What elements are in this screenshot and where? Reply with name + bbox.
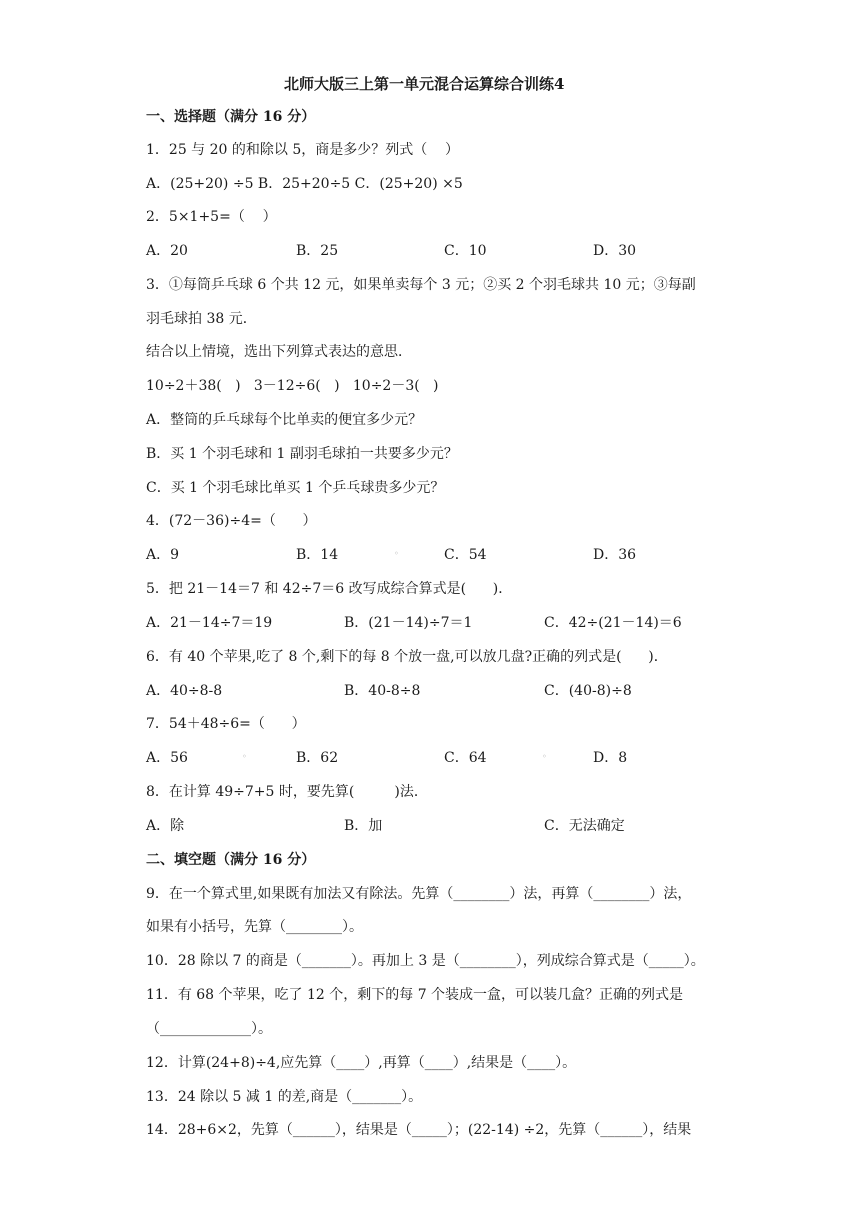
question-1-options: A．(25+20) ÷5 B．25+20÷5 C．(25+20) ×5 <box>146 176 463 192</box>
stray-mark: ◦ <box>542 752 547 761</box>
question-3-line-3: 结合以上情境，选出下列算式表达的意思． <box>146 344 412 360</box>
question-4-option-a: A．9 <box>146 547 180 563</box>
question-5-option-c: C．42÷(21－14)＝6 <box>544 615 682 631</box>
question-7-option-b: B．62 <box>296 750 339 766</box>
question-2: 2．5×1+5=（ ） <box>146 209 277 225</box>
question-9-line-1: 9．在一个算式里,如果既有加法又有除法。先算（________）法，再算（________）法， <box>146 886 692 902</box>
question-7-option-c: C．64 <box>444 750 487 766</box>
question-7: 7．54＋48÷6=（ ） <box>146 716 306 732</box>
question-5: 5．把 21－14＝7 和 42÷7＝6 改写成综合算式是( )． <box>146 581 513 597</box>
question-4-option-c: C．54 <box>444 547 487 563</box>
question-3-line-4: 10÷2＋38( ) 3－12÷6( ) 10÷2－3( ) <box>146 378 439 394</box>
question-11-line-2: （_____________）。 <box>146 1021 272 1037</box>
question-7-option-d: D．8 <box>593 750 628 766</box>
question-8-option-a: A．除 <box>146 818 185 834</box>
question-2-option-d: D．30 <box>593 243 637 259</box>
question-8-option-c: C．无法确定 <box>544 818 625 834</box>
question-6: 6．有 40 个苹果,吃了 8 个,剩下的每 8 个放一盘,可以放几盘?正确的列式是( )． <box>146 649 668 665</box>
question-2-option-b: B．25 <box>296 243 339 259</box>
question-3-option-c: C．买 1 个羽毛球比单买 1 个乒乓球贵多少元？ <box>146 480 445 496</box>
stray-mark: ◦ <box>242 752 247 761</box>
question-2-option-c: C．10 <box>444 243 487 259</box>
question-3-option-a: A．整筒的乒乓球每个比单卖的便宜多少元？ <box>146 412 423 428</box>
question-3-line-2: 羽毛球拍 38 元． <box>146 311 257 327</box>
question-3-option-b: B．买 1 个羽毛球和 1 副羽毛球拍一共要多少元？ <box>146 446 458 462</box>
question-1: 1．25 与 20 的和除以 5，商是多少？列式（ ） <box>146 142 460 158</box>
question-8: 8．在计算 49÷7+5 时，要先算( )法． <box>146 784 428 800</box>
question-13: 13．24 除以 5 减 1 的差,商是（_______）。 <box>146 1089 423 1105</box>
question-3-line-1: 3．①每筒乒乓球 6 个共 12 元，如果单卖每个 3 元；②买 2 个羽毛球共 10 元；③每副 <box>146 277 696 293</box>
question-9-line-2: 如果有小括号，先算（________）。 <box>146 919 363 935</box>
question-6-option-b: B．40-8÷8 <box>344 683 421 699</box>
question-4: 4．(72－36)÷4=（ ） <box>146 513 317 529</box>
question-10: 10．28 除以 7 的商是（_______）。再加上 3 是（________），列成综合算式是（_____）。 <box>146 953 705 969</box>
page-title: 北师大版三上第一单元混合运算综合训练4 <box>284 75 565 93</box>
question-2-option-a: A．20 <box>146 243 188 259</box>
question-8-option-b: B．加 <box>344 818 383 834</box>
question-4-option-b: B．14 <box>296 547 339 563</box>
question-7-option-a: A．56 <box>146 750 188 766</box>
section-heading-fill-blank: 二、填空题（满分 16 分） <box>146 852 316 868</box>
question-12: 12．计算(24+8)÷4,应先算（____）,再算（____）,结果是（____）。 <box>146 1055 577 1071</box>
stray-mark: ◦ <box>394 549 399 558</box>
question-5-option-a: A．21－14÷7＝19 <box>146 615 273 631</box>
question-6-option-c: C．(40-8)÷8 <box>544 683 632 699</box>
section-heading-choice: 一、选择题（满分 16 分） <box>146 109 316 125</box>
question-14: 14．28+6×2，先算（______），结果是（_____）；(22-14) ÷2，先算（______），结果 <box>146 1122 692 1138</box>
question-11-line-1: 11．有 68 个苹果，吃了 12 个，剩下的每 7 个装成一盒，可以装几盒？正确的列式是 <box>146 987 684 1003</box>
question-5-option-b: B．(21－14)÷7＝1 <box>344 615 473 631</box>
question-6-option-a: A．40÷8-8 <box>146 683 223 699</box>
question-4-option-d: D．36 <box>593 547 637 563</box>
